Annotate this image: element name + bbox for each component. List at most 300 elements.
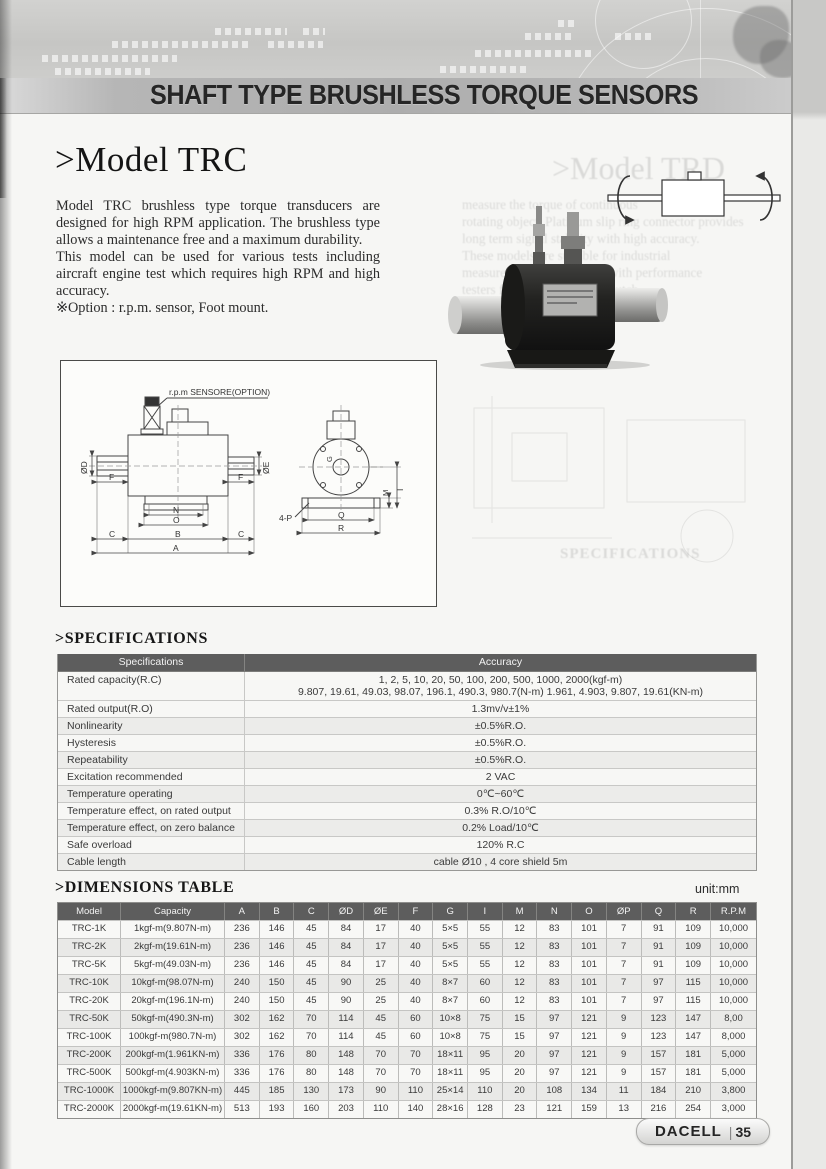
spec-label: Hysteresis bbox=[67, 737, 117, 749]
dim-value-cell: 70 bbox=[398, 1047, 433, 1064]
pixel-decoration bbox=[440, 66, 530, 73]
dim-row bbox=[58, 992, 756, 1010]
dim-value-cell: 23 bbox=[502, 1101, 537, 1118]
dim-value-cell: 70 bbox=[363, 1047, 398, 1064]
dim-label-r: R bbox=[338, 523, 345, 533]
foot-mount-edge bbox=[515, 364, 607, 368]
dim-value-cell: 109 bbox=[675, 957, 710, 974]
spec-label: Rated capacity(R.C) bbox=[67, 674, 162, 686]
dim-value-cell: 55 bbox=[467, 957, 502, 974]
specifications-table-body bbox=[58, 672, 756, 870]
dim-value-cell: 10,000 bbox=[710, 975, 756, 992]
dim-value-cell: 146 bbox=[259, 957, 294, 974]
dim-value-cell: 148 bbox=[328, 1065, 363, 1082]
pixel-decoration bbox=[55, 68, 150, 75]
dim-value-cell: 10×8 bbox=[432, 1029, 467, 1046]
dim-value-cell: 210 bbox=[675, 1083, 710, 1100]
dim-value-cell: 70 bbox=[363, 1065, 398, 1082]
globe-meridian-decoration bbox=[700, 0, 701, 78]
dim-value-cell: 60 bbox=[467, 993, 502, 1010]
dim-value-cell: 83 bbox=[536, 957, 571, 974]
dim-value-cell: 45 bbox=[293, 993, 328, 1010]
dim-value-cell: 70 bbox=[293, 1029, 328, 1046]
spec-value: ±0.5%R.O. bbox=[244, 718, 756, 734]
dim-capacity-cell: 500kgf-m(4.903KN-m) bbox=[120, 1065, 224, 1082]
dim-value-cell: 90 bbox=[328, 975, 363, 992]
dim-value-cell: 12 bbox=[502, 975, 537, 992]
dim-value-cell: 84 bbox=[328, 939, 363, 956]
dim-value-cell: 173 bbox=[328, 1083, 363, 1100]
pixel-decoration bbox=[525, 33, 573, 40]
dim-value-cell: 83 bbox=[536, 975, 571, 992]
dim-value-cell: 13 bbox=[606, 1101, 641, 1118]
spec-label: Temperature effect, on zero balance bbox=[67, 822, 235, 834]
dim-capacity-cell: 50kgf-m(490.3N-m) bbox=[120, 1011, 224, 1028]
spec-label: Nonlinearity bbox=[67, 720, 123, 732]
dim-value-cell: 101 bbox=[571, 993, 606, 1010]
dim-value-cell: 10,000 bbox=[710, 921, 756, 938]
dim-value-cell: 17 bbox=[363, 921, 398, 938]
dim-value-cell: 97 bbox=[641, 993, 676, 1010]
scan-page-edge bbox=[791, 0, 826, 1169]
spec-label: Rated output(R.O) bbox=[67, 703, 153, 715]
dim-value-cell: 9 bbox=[606, 1029, 641, 1046]
dim-col-header: M bbox=[502, 903, 537, 920]
dim-label-b: B bbox=[175, 529, 181, 539]
dim-value-cell: 83 bbox=[536, 939, 571, 956]
spec-value: 1.3mv/v±1% bbox=[244, 701, 756, 717]
dim-model-cell: TRC-10K bbox=[69, 977, 109, 988]
dim-col-header: C bbox=[293, 903, 328, 920]
dim-value-cell: 80 bbox=[293, 1047, 328, 1064]
dim-value-cell: 150 bbox=[259, 975, 294, 992]
dim-value-cell: 115 bbox=[675, 975, 710, 992]
dim-value-cell: 8×7 bbox=[432, 975, 467, 992]
dim-value-cell: 45 bbox=[293, 957, 328, 974]
dim-value-cell: 109 bbox=[675, 921, 710, 938]
dim-col-header: O bbox=[571, 903, 606, 920]
dim-value-cell: 8,000 bbox=[710, 1029, 756, 1046]
dim-value-cell: 9 bbox=[606, 1065, 641, 1082]
spec-value: 120% R.C bbox=[244, 837, 756, 853]
dim-value-cell: 128 bbox=[467, 1101, 502, 1118]
bleed-through-spec-title: SPECIFICATIONS bbox=[560, 546, 701, 562]
dim-value-cell: 60 bbox=[398, 1011, 433, 1028]
dim-value-cell: 216 bbox=[641, 1101, 676, 1118]
dim-label-c: C bbox=[109, 529, 116, 539]
dim-value-cell: 55 bbox=[467, 939, 502, 956]
dim-col-header: ØD bbox=[328, 903, 363, 920]
dim-col-header: Capacity bbox=[120, 903, 224, 920]
dim-value-cell: 91 bbox=[641, 921, 676, 938]
dim-capacity-cell: 2kgf-m(19.61N-m) bbox=[120, 939, 224, 956]
dim-value-cell: 5×5 bbox=[432, 921, 467, 938]
dim-model-cell: TRC-5K bbox=[71, 959, 107, 970]
dim-value-cell: 150 bbox=[259, 993, 294, 1010]
dim-model-cell: TRC-1K bbox=[71, 923, 107, 934]
dim-value-cell: 12 bbox=[502, 993, 537, 1010]
pixel-decoration bbox=[558, 20, 574, 27]
dim-value-cell: 5×5 bbox=[432, 957, 467, 974]
dim-value-cell: 101 bbox=[571, 939, 606, 956]
dim-row bbox=[58, 1046, 756, 1064]
specifications-table-header bbox=[58, 654, 756, 672]
specifications-table bbox=[57, 654, 757, 871]
spec-row bbox=[58, 752, 756, 769]
dim-value-cell: 134 bbox=[571, 1083, 606, 1100]
scan-spine-shadow bbox=[0, 78, 7, 198]
dim-value-cell: 123 bbox=[641, 1011, 676, 1028]
spec-row bbox=[58, 735, 756, 752]
dim-capacity-cell: 200kgf-m(1.961KN-m) bbox=[120, 1047, 224, 1064]
dim-value-cell: 90 bbox=[328, 993, 363, 1010]
dim-value-cell: 84 bbox=[328, 957, 363, 974]
dim-col-header: F bbox=[398, 903, 433, 920]
dimensions-table-header bbox=[58, 903, 756, 920]
pixel-decoration bbox=[303, 28, 325, 35]
dim-value-cell: 302 bbox=[224, 1011, 259, 1028]
dim-col-header: B bbox=[259, 903, 294, 920]
pixel-decoration bbox=[268, 41, 323, 48]
dim-value-cell: 83 bbox=[536, 993, 571, 1010]
description-paragraph: This model can be used for various tests including aircraft engine test which requires high RPM and high accuracy. bbox=[56, 249, 380, 299]
option-note: ※Option : r.p.m. sensor, Foot mount. bbox=[56, 300, 269, 316]
dim-value-cell: 148 bbox=[328, 1047, 363, 1064]
dim-value-cell: 9 bbox=[606, 1011, 641, 1028]
bleed-through-heading: >Model TRD bbox=[552, 150, 726, 186]
dim-value-cell: 130 bbox=[293, 1083, 328, 1100]
dim-value-cell: 12 bbox=[502, 921, 537, 938]
spec-col-header: Specifications bbox=[118, 656, 184, 668]
dim-value-cell: 55 bbox=[467, 921, 502, 938]
dim-value-cell: 95 bbox=[467, 1065, 502, 1082]
dim-value-cell: 110 bbox=[363, 1101, 398, 1118]
dim-model-cell: TRC-2K bbox=[71, 941, 107, 952]
dim-model-cell: TRC-1000K bbox=[63, 1085, 115, 1096]
dim-col-header: I bbox=[467, 903, 502, 920]
dim-value-cell: 80 bbox=[293, 1065, 328, 1082]
dim-value-cell: 121 bbox=[571, 1047, 606, 1064]
dim-value-cell: 336 bbox=[224, 1065, 259, 1082]
spec-value: 2 VAC bbox=[244, 769, 756, 785]
dim-value-cell: 84 bbox=[328, 921, 363, 938]
dim-value-cell: 240 bbox=[224, 993, 259, 1010]
model-description bbox=[56, 198, 380, 317]
dim-value-cell: 10,000 bbox=[710, 957, 756, 974]
dim-col-header: ØE bbox=[363, 903, 398, 920]
dim-model-cell: TRC-200K bbox=[66, 1049, 112, 1060]
dim-value-cell: 147 bbox=[675, 1011, 710, 1028]
dim-value-cell: 5,000 bbox=[710, 1065, 756, 1082]
dim-value-cell: 17 bbox=[363, 957, 398, 974]
pixel-decoration bbox=[475, 50, 593, 57]
dim-value-cell: 75 bbox=[467, 1029, 502, 1046]
dim-capacity-cell: 1000kgf-m(9.807KN-m) bbox=[120, 1083, 224, 1100]
dim-value-cell: 185 bbox=[259, 1083, 294, 1100]
dim-value-cell: 121 bbox=[536, 1101, 571, 1118]
dim-label-4p: 4-P bbox=[279, 513, 293, 523]
brand-page-badge bbox=[636, 1118, 770, 1145]
dim-col-header: Q bbox=[641, 903, 676, 920]
dim-value-cell: 114 bbox=[328, 1011, 363, 1028]
sensor-connectors bbox=[533, 206, 585, 270]
dim-value-cell: 3,800 bbox=[710, 1083, 756, 1100]
dim-value-cell: 95 bbox=[467, 1047, 502, 1064]
dim-value-cell: 12 bbox=[502, 957, 537, 974]
dim-value-cell: 40 bbox=[398, 939, 433, 956]
dim-value-cell: 5×5 bbox=[432, 939, 467, 956]
dim-col-header: Model bbox=[76, 906, 102, 917]
spec-value: ±0.5%R.O. bbox=[244, 752, 756, 768]
dimensions-table bbox=[57, 902, 757, 1119]
sensor-label-plate bbox=[543, 284, 597, 316]
dim-value-cell: 25 bbox=[363, 993, 398, 1010]
spec-row bbox=[58, 786, 756, 803]
rpm-sensor-label: r.p.m SENSORE(OPTION) bbox=[169, 387, 271, 397]
dim-label-a: A bbox=[173, 543, 179, 553]
spec-label: Safe overload bbox=[67, 839, 132, 851]
dim-value-cell: 91 bbox=[641, 957, 676, 974]
dim-value-cell: 302 bbox=[224, 1029, 259, 1046]
dim-value-cell: 101 bbox=[571, 957, 606, 974]
dim-row bbox=[58, 920, 756, 938]
dim-value-cell: 91 bbox=[641, 939, 676, 956]
spec-row bbox=[58, 769, 756, 786]
dim-col-header: R bbox=[675, 903, 710, 920]
sensor-body bbox=[501, 264, 615, 350]
dim-value-cell: 114 bbox=[328, 1029, 363, 1046]
dim-value-cell: 181 bbox=[675, 1065, 710, 1082]
specifications-heading: >SPECIFICATIONS bbox=[55, 630, 208, 647]
dim-value-cell: 10×8 bbox=[432, 1011, 467, 1028]
spec-row bbox=[58, 718, 756, 735]
dim-value-cell: 7 bbox=[606, 939, 641, 956]
dim-value-cell: 9 bbox=[606, 1047, 641, 1064]
dim-label-f: F bbox=[238, 472, 244, 482]
dim-value-cell: 184 bbox=[641, 1083, 676, 1100]
dim-value-cell: 45 bbox=[293, 975, 328, 992]
dim-value-cell: 101 bbox=[571, 975, 606, 992]
dim-value-cell: 121 bbox=[571, 1065, 606, 1082]
dim-value-cell: 97 bbox=[536, 1065, 571, 1082]
dim-value-cell: 146 bbox=[259, 921, 294, 938]
dim-col-header: A bbox=[224, 903, 259, 920]
dim-value-cell: 11 bbox=[606, 1083, 641, 1100]
bleed-through-text: measure the torque of continuous rotating object. Platinum slip ring connector provides long term signal with high accuracy. These models are for industrial measurement. with performance testers bbox=[462, 197, 744, 297]
spec-row bbox=[58, 672, 756, 701]
dimensions-heading: >DIMENSIONS TABLE bbox=[55, 879, 235, 896]
dim-label-g: G bbox=[325, 456, 334, 462]
dim-col-header: G bbox=[432, 903, 467, 920]
dim-row bbox=[58, 938, 756, 956]
dim-value-cell: 90 bbox=[363, 1083, 398, 1100]
dim-label-oe: ØE bbox=[261, 461, 271, 474]
dim-capacity-cell: 5kgf-m(49.03N-m) bbox=[120, 957, 224, 974]
dim-value-cell: 40 bbox=[398, 993, 433, 1010]
dim-value-cell: 157 bbox=[641, 1065, 676, 1082]
spec-row bbox=[58, 854, 756, 870]
dim-model-cell: TRC-50K bbox=[69, 1013, 109, 1024]
pixel-decoration bbox=[42, 55, 177, 62]
dim-model-cell: TRC-20K bbox=[69, 995, 109, 1006]
top-decorative-band bbox=[0, 0, 826, 78]
dim-value-cell: 176 bbox=[259, 1065, 294, 1082]
dim-label-od: ØD bbox=[79, 461, 89, 474]
dim-value-cell: 115 bbox=[675, 993, 710, 1010]
dim-row bbox=[58, 1010, 756, 1028]
dim-row bbox=[58, 956, 756, 974]
dim-value-cell: 176 bbox=[259, 1047, 294, 1064]
dim-row bbox=[58, 1064, 756, 1082]
dim-value-cell: 236 bbox=[224, 939, 259, 956]
dim-value-cell: 97 bbox=[641, 975, 676, 992]
dim-capacity-cell: 100kgf-m(980.7N-m) bbox=[120, 1029, 224, 1046]
dim-value-cell: 110 bbox=[467, 1083, 502, 1100]
dim-value-cell: 15 bbox=[502, 1011, 537, 1028]
dim-label-q: Q bbox=[338, 510, 345, 520]
dim-value-cell: 513 bbox=[224, 1101, 259, 1118]
dim-label-m: M bbox=[381, 489, 390, 496]
dim-col-header: R.P.M bbox=[710, 903, 756, 920]
dim-value-cell: 254 bbox=[675, 1101, 710, 1118]
dim-value-cell: 445 bbox=[224, 1083, 259, 1100]
dim-value-cell: 109 bbox=[675, 939, 710, 956]
dim-label-o: O bbox=[173, 515, 180, 525]
dim-label-c: C bbox=[238, 529, 245, 539]
pixel-decoration bbox=[112, 41, 252, 48]
page-header bbox=[0, 78, 826, 114]
dim-value-cell: 7 bbox=[606, 993, 641, 1010]
dim-label-n: N bbox=[173, 505, 180, 515]
dim-col-header: ØP bbox=[606, 903, 641, 920]
dim-value-cell: 45 bbox=[363, 1011, 398, 1028]
dim-value-cell: 45 bbox=[293, 921, 328, 938]
dim-value-cell: 20 bbox=[502, 1065, 537, 1082]
dim-value-cell: 8,00 bbox=[710, 1011, 756, 1028]
dim-value-cell: 25 bbox=[363, 975, 398, 992]
dim-value-cell: 40 bbox=[398, 921, 433, 938]
bleed-through-drawing bbox=[452, 378, 787, 600]
dim-model-cell: TRC-100K bbox=[66, 1031, 112, 1042]
dim-value-cell: 123 bbox=[641, 1029, 676, 1046]
dim-value-cell: 18×11 bbox=[432, 1065, 467, 1082]
dim-value-cell: 60 bbox=[467, 975, 502, 992]
dim-label-f: F bbox=[109, 472, 115, 482]
dim-value-cell: 181 bbox=[675, 1047, 710, 1064]
dim-value-cell: 146 bbox=[259, 939, 294, 956]
page-number: 35 bbox=[735, 1123, 752, 1140]
badge-divider: | bbox=[728, 1123, 733, 1140]
dim-model-cell: TRC-2000K bbox=[63, 1103, 115, 1114]
dim-value-cell: 240 bbox=[224, 975, 259, 992]
brand-logo: DACELL bbox=[654, 1123, 722, 1140]
dim-value-cell: 108 bbox=[536, 1083, 571, 1100]
spec-label: Excitation recommended bbox=[67, 771, 183, 783]
dim-value-cell: 203 bbox=[328, 1101, 363, 1118]
dim-value-cell: 97 bbox=[536, 1047, 571, 1064]
spec-row bbox=[58, 803, 756, 820]
spec-col-header: Accuracy bbox=[244, 654, 756, 671]
unit-label: unit:mm bbox=[695, 882, 740, 896]
dim-value-cell: 160 bbox=[293, 1101, 328, 1118]
dim-value-cell: 60 bbox=[398, 1029, 433, 1046]
dim-value-cell: 157 bbox=[641, 1047, 676, 1064]
spec-label: Temperature effect, on rated output bbox=[67, 805, 231, 817]
spec-label: Temperature operating bbox=[67, 788, 173, 800]
spec-value: 0℃~60℃ bbox=[244, 786, 756, 802]
pixel-decoration bbox=[215, 28, 287, 35]
dim-label-i: I bbox=[395, 488, 405, 491]
dim-value-cell: 162 bbox=[259, 1029, 294, 1046]
dim-value-cell: 45 bbox=[363, 1029, 398, 1046]
dim-value-cell: 7 bbox=[606, 975, 641, 992]
spec-row bbox=[58, 820, 756, 837]
dim-value-cell: 140 bbox=[398, 1101, 433, 1118]
spec-row bbox=[58, 701, 756, 718]
dim-value-cell: 10,000 bbox=[710, 939, 756, 956]
dim-value-cell: 162 bbox=[259, 1011, 294, 1028]
dim-model-cell: TRC-500K bbox=[66, 1067, 112, 1078]
dimensions-table-body bbox=[58, 920, 756, 1118]
dim-value-cell: 336 bbox=[224, 1047, 259, 1064]
dim-value-cell: 17 bbox=[363, 939, 398, 956]
dim-value-cell: 97 bbox=[536, 1011, 571, 1028]
dim-value-cell: 20 bbox=[502, 1047, 537, 1064]
dim-value-cell: 193 bbox=[259, 1101, 294, 1118]
dim-row bbox=[58, 1028, 756, 1046]
dim-value-cell: 110 bbox=[398, 1083, 433, 1100]
dim-value-cell: 8×7 bbox=[432, 993, 467, 1010]
spec-value: cable Ø10 , 4 core shield 5m bbox=[244, 854, 756, 870]
dim-value-cell: 70 bbox=[293, 1011, 328, 1028]
dim-value-cell: 45 bbox=[293, 939, 328, 956]
dim-value-cell: 28×16 bbox=[432, 1101, 467, 1118]
dim-value-cell: 97 bbox=[536, 1029, 571, 1046]
product-photo bbox=[443, 200, 693, 372]
dim-value-cell: 18×11 bbox=[432, 1047, 467, 1064]
dim-value-cell: 7 bbox=[606, 921, 641, 938]
dim-value-cell: 159 bbox=[571, 1101, 606, 1118]
dim-capacity-cell: 20kgf-m(196.1N-m) bbox=[120, 993, 224, 1010]
dim-value-cell: 7 bbox=[606, 957, 641, 974]
page-title: SHAFT TYPE BRUSHLESS TORQUE SENSORS bbox=[150, 79, 699, 110]
dim-value-cell: 83 bbox=[536, 921, 571, 938]
dim-capacity-cell: 10kgf-m(98.07N-m) bbox=[120, 975, 224, 992]
dim-value-cell: 75 bbox=[467, 1011, 502, 1028]
dim-value-cell: 101 bbox=[571, 921, 606, 938]
spec-label: Cable length bbox=[67, 856, 126, 868]
dim-value-cell: 25×14 bbox=[432, 1083, 467, 1100]
spec-label: Repeatability bbox=[67, 754, 128, 766]
dim-value-cell: 70 bbox=[398, 1065, 433, 1082]
dim-row bbox=[58, 974, 756, 992]
spec-value: 1, 2, 5, 10, 20, 50, 100, 200, 500, 1000, 2000(kgf-m) 9.807, 19.61, 49.03, 98.07, 196.1, 490.3, 980.7(N-m) 1.961, 4.903, 9.807, 19.61(KN-m) bbox=[244, 672, 756, 700]
dim-value-cell: 236 bbox=[224, 921, 259, 938]
dim-value-cell: 147 bbox=[675, 1029, 710, 1046]
spec-value: ±0.5%R.O. bbox=[244, 735, 756, 751]
dim-value-cell: 12 bbox=[502, 939, 537, 956]
dim-row bbox=[58, 1082, 756, 1100]
dimension-drawing bbox=[60, 360, 437, 607]
dim-value-cell: 5,000 bbox=[710, 1047, 756, 1064]
dim-value-cell: 15 bbox=[502, 1029, 537, 1046]
dim-row bbox=[58, 1100, 756, 1118]
dim-col-header: N bbox=[536, 903, 571, 920]
spec-value: 0.3% R.O/10℃ bbox=[244, 803, 756, 819]
spec-row bbox=[58, 837, 756, 854]
dim-value-cell: 10,000 bbox=[710, 993, 756, 1010]
dim-value-cell: 236 bbox=[224, 957, 259, 974]
